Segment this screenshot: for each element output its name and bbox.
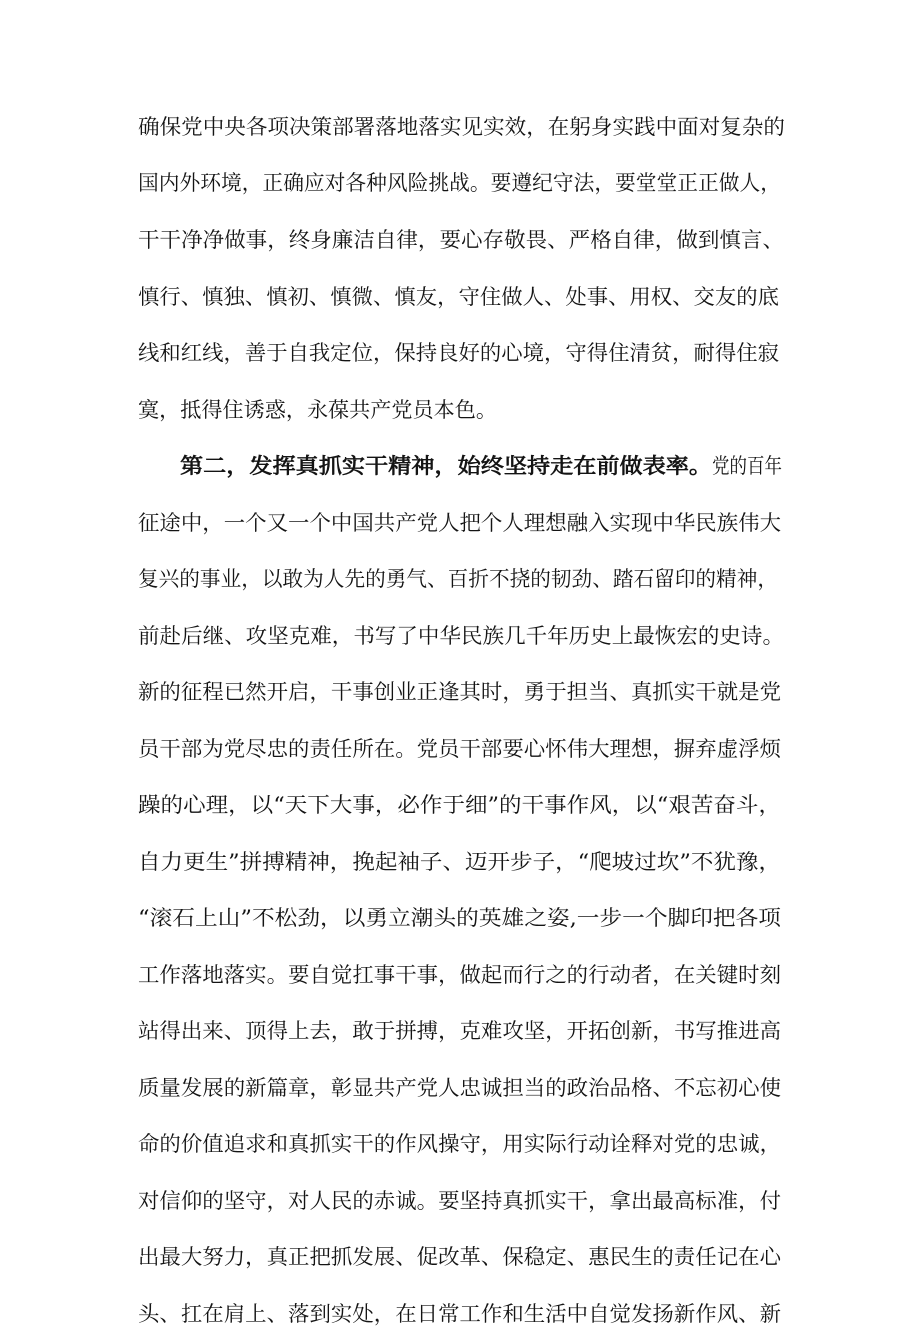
line-text: “滚石上山”不松劲，以勇立潮头的英雄之姿,一步一个脚印把各项: [138, 906, 781, 930]
line-text: 头、扛在肩上、落到实处，在日常工作和生活中自觉发扬新作风、新: [138, 1302, 781, 1326]
line-text: 躁的心理，以“天下大事，必作于细”的干事作风，以“艰苦奋斗，: [138, 793, 781, 817]
line-text: 干干净净做事，终身廉洁自律，要心存敬畏、严格自律，做到慎言、: [138, 228, 784, 252]
line-text: 命的价值追求和真抓实干的作风操守，用实际行动诠释对党的忠诚，: [138, 1132, 781, 1156]
paragraph-heading-line: [0, 446, 920, 486]
text-line: [0, 163, 920, 203]
text-line: [0, 559, 920, 599]
line-text: 国内外环境，正确应对各种风险挑战。要遵纪守法，要堂堂正正做人，: [138, 171, 781, 195]
line-text: 寞，抵得住诱惑，永葆共产党员本色。: [138, 398, 497, 422]
line-text: 站得出来、顶得上去，敢于拼搏，克难攻坚，开拓创新，书写推进高: [138, 1019, 781, 1043]
text-line: [0, 898, 920, 938]
line-text: 质量发展的新篇章，彰显共产党人忠诚担当的政治品格、不忘初心使: [138, 1076, 781, 1100]
paragraph-heading: 第二，发挥真抓实干精神，始终坚持走在前做表率。: [180, 454, 712, 478]
text-line: [0, 1011, 920, 1051]
text-line: [0, 390, 920, 430]
text-line: [0, 1181, 920, 1221]
line-text: 新的征程已然开启，干事创业正逢其时，勇于担当、真抓实干就是党: [138, 680, 781, 704]
text-line: [0, 220, 920, 260]
line-text: 复兴的事业，以敢为人先的勇气、百折不挠的韧劲、踏石留印的精神，: [138, 567, 778, 591]
line-text: 征途中，一个又一个中国共产党人把个人理想融入实现中华民族伟大: [138, 511, 781, 535]
text-line: [0, 785, 920, 825]
text-line: [0, 842, 920, 882]
text-line: [0, 277, 920, 317]
line-text: 党的百年: [712, 454, 782, 478]
text-line: [0, 107, 920, 147]
text-line: [0, 729, 920, 769]
text-line: [0, 1124, 920, 1164]
line-text: 确保党中央各项决策部署落地落实见实效，在躬身实践中面对复杂的: [138, 115, 785, 139]
line-text: 自力更生”拼搏精神，挽起袖子、迈开步子，“爬坡过坎”不犹豫，: [138, 850, 781, 874]
line-text: 对信仰的坚守，对人民的赤诚。要坚持真抓实干，拿出最高标准，付: [138, 1189, 781, 1213]
text-line: [0, 503, 920, 543]
line-text: 出最大努力，真正把抓发展、促改革、保稳定、惠民生的责任记在心: [138, 1245, 781, 1269]
text-line: [0, 333, 920, 373]
line-text: 员干部为党尽忠的责任所在。党员干部要心怀伟大理想，摒弃虚浮烦: [138, 737, 781, 761]
line-text: 工作落地落实。要自觉扛事干事，做起而行之的行动者，在关键时刻: [138, 963, 781, 987]
line-text: 前赴后继、攻坚克难，书写了中华民族几千年历史上最恢宏的史诗。: [138, 624, 784, 648]
text-line: [0, 616, 920, 656]
text-line: [0, 672, 920, 712]
text-line: [0, 1068, 920, 1108]
line-text: 慎行、慎独、慎初、慎微、慎友，守住做人、处事、用权、交友的底: [138, 285, 779, 309]
text-line: [0, 955, 920, 995]
line-text: 线和红线，善于自我定位，保持良好的心境，守得住清贫，耐得住寂: [138, 341, 779, 365]
text-line: [0, 1237, 920, 1277]
text-line: [0, 1294, 920, 1334]
